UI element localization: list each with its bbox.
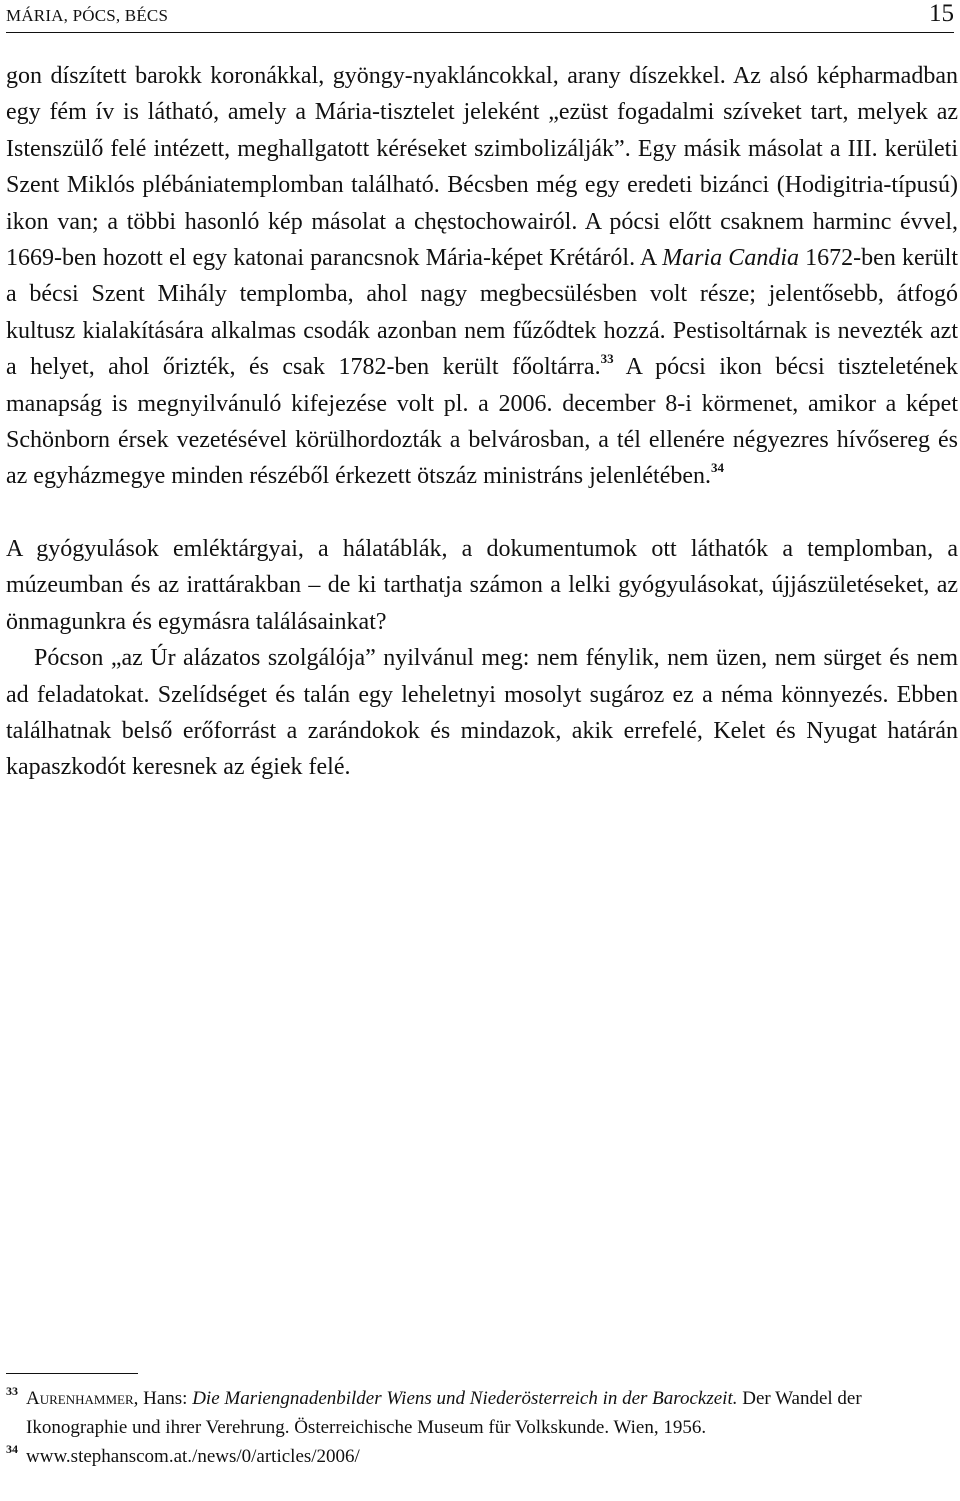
paragraph-2: A gyógyulások emléktárgyai, a hálatáblák, a dokumentumok ott láthatók a templomban, a múzeumban és az irattárakban – de ki tarthatja számon a lelki gyógyulásokat, újjászületéseket, az önmagunkra és egymásra találásainkat?: [6, 535, 958, 635]
paragraph-text: gon díszített barokk koronákkal, gyöngy-nyakláncokkal, arany díszekkel. Az alsó képharmadban egy fém ív is látható, amely a Mária-tisztelet jeleként „ezüst fogadalmi szíveket tart, melyek az Istenszülő felé intézett, meghallgatott kéréseket szimbolizálják”. Egy másik másolat a III. kerületi Szent Miklós plébániatemplomban található. Bécsben még egy eredeti bizánci (Hodigitria-típusú) ikon van; a többi hasonló kép másolat a chęstochowairól. A pócsi előtt csaknem harminc évvel, 1669-ben hozott el egy katonai parancsnok Mária-képet Krétáról. A: [6, 63, 958, 272]
paragraph-1: [6, 58, 958, 495]
page-number: 15: [929, 0, 954, 27]
footnote-33: [6, 1384, 958, 1442]
footnote-34: [6, 1442, 958, 1471]
paragraph-text: 1672-ben került a bécsi Szent Mihály templomba, ahol nagy megbecsülésben volt része; jelentősebb, átfogó kultusz kialakítására alkalmas csodák azonban nem fűződtek hozzá. Pestisoltárnak is nevezték azt a helyet, ahol őrizték, és csak 1782-ben került főoltárra.: [6, 245, 958, 381]
footnote-text: Der Wandel der Ikonographie und ihrer Verehrung. Österreichische Museum für Volkskunde. Wien, 1956.: [26, 1388, 862, 1438]
footnote-ref-33[interactable]: 33: [600, 351, 614, 367]
footnote-book-title: Die Mariengnadenbilder Wiens und Niederösterreich in der Barockzeit.: [192, 1388, 738, 1409]
body-text: [6, 58, 958, 786]
footnotes: [6, 1384, 958, 1471]
running-head-title: MÁRIA, PÓCS, BÉCS: [6, 6, 169, 25]
footnote-author: Aurenhammer: [26, 1388, 134, 1409]
footnote-number: 34: [6, 1442, 18, 1456]
footnote-divider: [6, 1373, 138, 1374]
footnote-text: , Hans:: [133, 1388, 193, 1409]
running-head: [6, 2, 954, 33]
paragraph-text: A pócsi ikon bécsi tiszteletének manapság is megnyilvánuló kifejezése volt pl. a 2006. december 8-i körmenet, amikor a képet Schönborn érsek vezetésével körülhordozták a belvárosban, a tél ellenére négyezres hívősereg és az egyházmegye minden részéből érkezett ötszáz ministráns jelenlétében.: [6, 354, 959, 490]
footnote-link[interactable]: www.stephanscom.at./news/0/articles/2006/: [26, 1446, 360, 1467]
italic-title: Maria Candia: [662, 245, 799, 272]
paragraph-3: Pócson „az Úr alázatos szolgálója” nyilvánul meg: nem fénylik, nem üzen, nem sürget és nem ad feladatokat. Szelídséget és talán egy leheletnyi mosolyt sugároz ez a néma könnyezés. Ebben találhatnak belső erőforrást a zarándokok és mindazok, akik errefelé, Kelet és Nyugat határán kapaszkodót keresnek az égiek felé.: [6, 645, 958, 781]
footnote-number: 33: [6, 1384, 18, 1398]
footnote-ref-34[interactable]: 34: [711, 460, 725, 476]
